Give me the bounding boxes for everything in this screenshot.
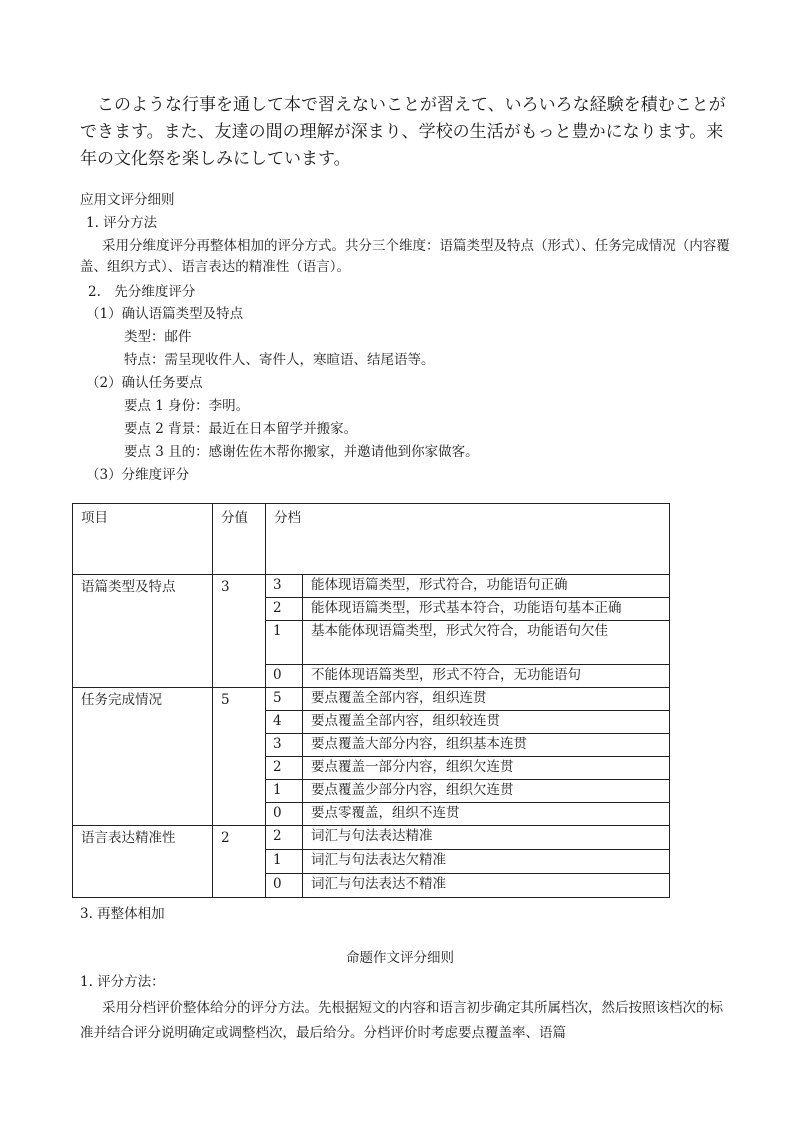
score-cell: 5 xyxy=(213,688,266,826)
level-desc: 词汇与句法表达不精准 xyxy=(303,874,670,898)
level-desc: 能体现语篇类型，形式基本符合，功能语句基本正确 xyxy=(303,598,670,621)
level-desc: 词汇与句法表达精准 xyxy=(303,826,670,850)
sub1-type: 类型：邮件 xyxy=(124,329,192,345)
item-cell: 语言表达精准性 xyxy=(73,826,213,898)
sub2-heading: （2）确认任务要点 xyxy=(86,375,203,391)
level-desc: 要点覆盖全部内容，组织较连贯 xyxy=(303,711,670,734)
level-cell: 2 xyxy=(266,757,303,780)
level-desc: 要点覆盖少部分内容，组织欠连贯 xyxy=(303,780,670,803)
level-cell: 1 xyxy=(266,780,303,803)
level-desc: 要点覆盖全部内容，组织连贯 xyxy=(303,688,670,711)
sub1-heading: （1）确认语篇类型及特点 xyxy=(86,306,244,322)
level-cell: 0 xyxy=(266,665,303,688)
level-cell: 4 xyxy=(266,711,303,734)
score-cell: 2 xyxy=(213,826,266,898)
point2: 要点 2 背景：最近在日本留学并搬家。 xyxy=(124,421,358,437)
section-title-application-writing: 应用文评分细则 xyxy=(80,192,175,208)
level-cell: 3 xyxy=(266,734,303,757)
level-desc xyxy=(303,621,670,665)
table-header-row xyxy=(73,504,670,575)
level-desc: 要点覆盖一部分内容，组织欠连贯 xyxy=(303,757,670,780)
composition-method-heading: 1. 评分方法： xyxy=(80,974,165,990)
level-desc: 要点覆盖大部分内容，组织基本连贯 xyxy=(303,734,670,757)
table-row xyxy=(73,575,670,598)
level-desc: 词汇与句法表达欠精准 xyxy=(303,850,670,874)
step2-heading: 2. 先分维度评分 xyxy=(88,284,196,300)
item-cell: 任务完成情况 xyxy=(73,688,213,826)
level-desc: 能体现语篇类型，形式符合，功能语句正确 xyxy=(303,575,670,598)
header-item: 项目 xyxy=(73,504,213,575)
score-cell: 3 xyxy=(213,575,266,688)
table-row xyxy=(73,688,670,711)
level-cell: 1 xyxy=(266,850,303,874)
table-row xyxy=(73,826,670,850)
point1: 要点 1 身份：李明。 xyxy=(124,398,250,414)
point3: 要点 3 且的：感谢佐佐木帮你搬家，并邀请他到你家做客。 xyxy=(124,444,479,460)
item-cell: 语篇类型及特点 xyxy=(73,575,213,688)
level-cell: 2 xyxy=(266,598,303,621)
level-cell: 1 xyxy=(266,621,303,665)
japanese-paragraph: このような行事を通して本で習えないことが習えて、いろいろな経験を積むことができます。また、友達の間の理解が深まり、学校の生活がもっと豊かになります。来年の文化祭を楽しみにしています。 xyxy=(80,95,726,169)
method-heading: 1. 评分方法 xyxy=(86,215,158,231)
header-score: 分值 xyxy=(213,504,266,575)
header-levels: 分档 xyxy=(266,504,670,575)
level-cell: 2 xyxy=(266,826,303,850)
level-cell: 3 xyxy=(266,575,303,598)
sub1-feature: 特点：需呈现收件人、寄件人，寒暄语、结尾语等。 xyxy=(124,352,435,368)
step3: 3. 再整体相加 xyxy=(80,906,165,922)
level-cell: 0 xyxy=(266,874,303,898)
level-cell: 5 xyxy=(266,688,303,711)
level-desc: 不能体现语篇类型，形式不符合，无功能语句 xyxy=(303,665,670,688)
level-cell: 0 xyxy=(266,803,303,826)
sub3-heading: （3）分维度评分 xyxy=(86,467,190,483)
level-desc-text: 基本能体现语篇类型，形式欠符合，功能语句欠佳 xyxy=(311,623,608,639)
scoring-table xyxy=(72,503,670,898)
section-title-composition: 命题作文评分细则 xyxy=(346,950,454,966)
composition-method-text: 采用分档评价整体给分的评分方法。先根据短文的内容和语言初步确定其所属档次，然后按照该档次的标准并结合评分说明确定或调整档次，最后给分。分档评价时考虑要点覆盖率、语篇 xyxy=(80,1000,723,1041)
method-text: 采用分维度评分再整体相加的评分方式。共分三个维度：语篇类型及特点（形式）、任务完成情况（内容覆盖、组织方式）、语言表达的精准性（语言）。 xyxy=(80,238,730,275)
level-desc: 要点零覆盖，组织不连贯 xyxy=(303,803,670,826)
